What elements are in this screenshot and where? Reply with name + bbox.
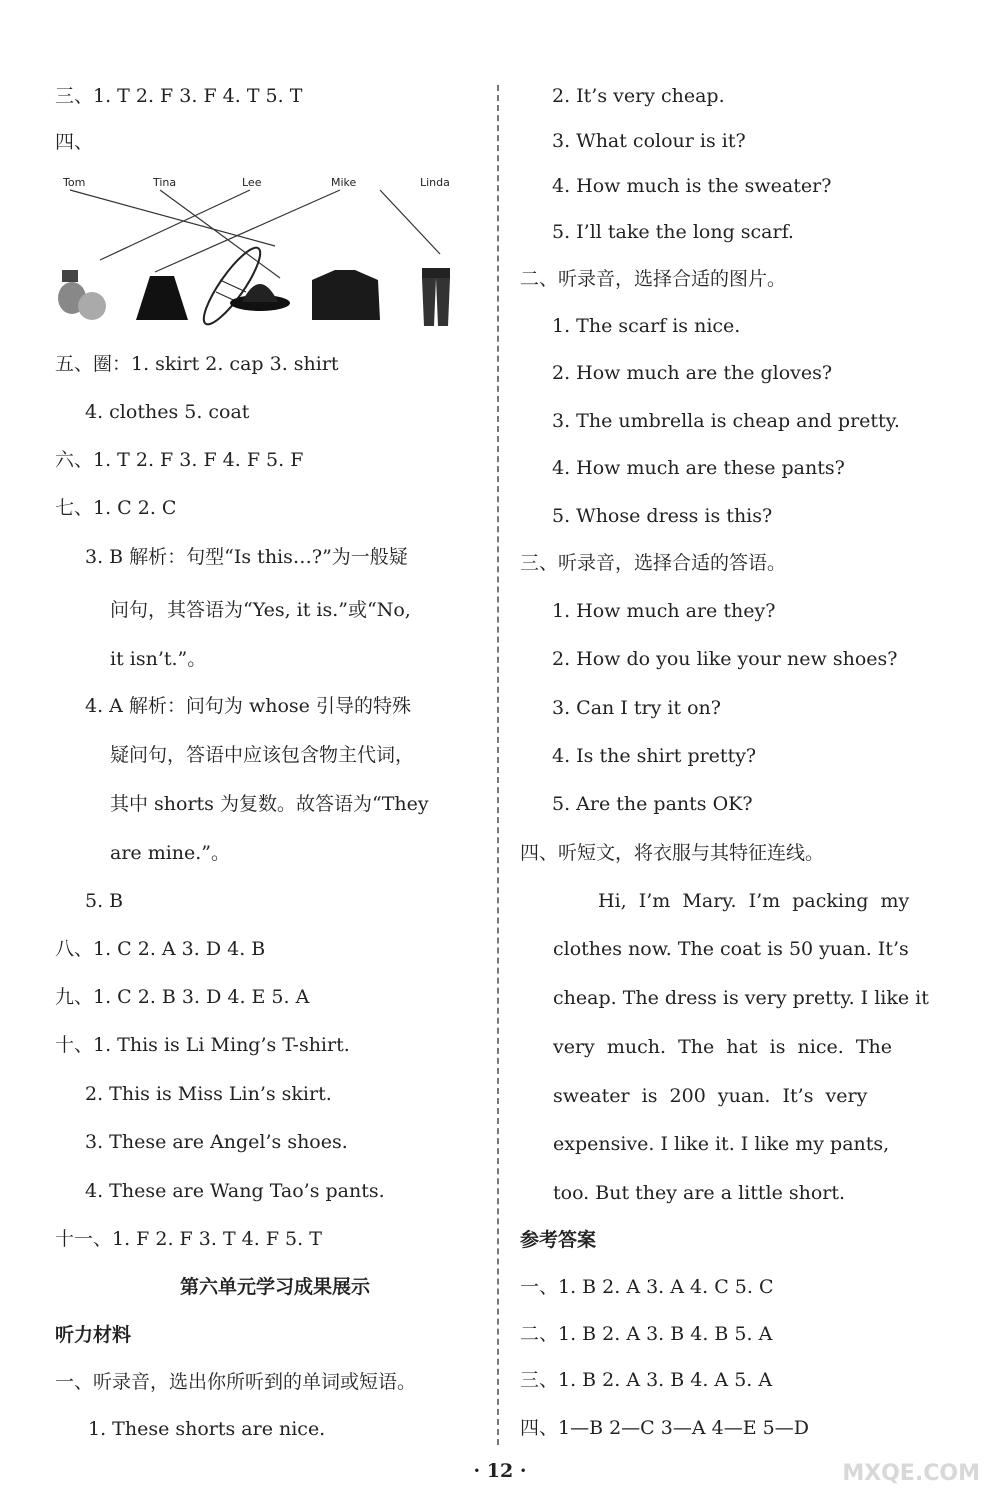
answer-row-2: 二、1. B 2. A 3. B 4. B 5. A [520, 1323, 773, 1345]
passage-line: sweater is 200 yuan. It’s very [553, 1085, 868, 1107]
answer-q8: 八、1. C 2. A 3. D 4. B [55, 938, 266, 960]
name-mike: Mike [331, 176, 357, 189]
section-3-item-1: 1. How much are they? [552, 600, 776, 622]
section-2-item-1: 1. The scarf is nice. [552, 315, 741, 337]
section-2-item-3: 3. The umbrella is cheap and pretty. [552, 410, 900, 432]
listening-1-item-3: 3. What colour is it? [552, 130, 746, 152]
answer-q10-2: 2. This is Miss Lin’s skirt. [85, 1083, 332, 1105]
section-2-item-5: 5. Whose dress is this? [552, 505, 773, 527]
answer-q7-3c: it isn’t.”。 [110, 648, 207, 670]
hat-picture [230, 284, 290, 311]
watermark: MXQE.COM [842, 1461, 980, 1486]
passage-line: clothes now. The coat is 50 yuan. It’s [553, 938, 909, 960]
section-1-heading: 一、听录音，选出你所听到的单词或短语。 [55, 1371, 417, 1393]
section-3-item-4: 4. Is the shirt pretty? [552, 745, 757, 767]
answer-q7-5: 5. B [85, 890, 124, 912]
shoes-picture [58, 270, 106, 320]
answer-q10-4: 4. These are Wang Tao’s pants. [85, 1180, 385, 1202]
answer-q7: 七、1. C 2. C [55, 497, 177, 519]
answer-row-1: 一、1. B 2. A 3. A 4. C 5. C [520, 1276, 774, 1298]
page-number: · 12 · [473, 1460, 527, 1482]
answer-q7-4b: 疑问句，答语中应该包含物主代词， [110, 744, 415, 766]
unit-title: 第六单元学习成果展示 [179, 1276, 370, 1298]
skirt-picture [136, 276, 188, 320]
listening-1-item-5: 5. I’ll take the long scarf. [552, 221, 794, 243]
match-line [380, 190, 440, 254]
answer-q5-b: 4. clothes 5. coat [85, 401, 250, 423]
listening-1-item-2: 2. It’s very cheap. [552, 85, 725, 107]
section-2-item-2: 2. How much are the gloves? [552, 362, 833, 384]
match-line [155, 190, 340, 272]
name-tom: Tom [63, 176, 86, 189]
listening-heading: 听力材料 [55, 1324, 132, 1346]
passage-line: expensive. I like it. I like my pants, [553, 1133, 890, 1155]
answer-q9: 九、1. C 2. B 3. D 4. E 5. A [55, 986, 310, 1008]
answer-q7-4d: are mine.”。 [110, 842, 231, 864]
section-2-item-4: 4. How much are these pants? [552, 457, 845, 479]
answer-row-4: 四、1—B 2—C 3—A 4—E 5—D [520, 1417, 809, 1439]
passage-line: very much. The hat is nice. The [553, 1036, 893, 1058]
section-4-heading: 四、听短文，将衣服与其特征连线。 [520, 842, 825, 864]
answer-q5-a: 五、圈：1. skirt 2. cap 3. shirt [55, 353, 339, 375]
section-1-item-1: 1. These shorts are nice. [88, 1418, 326, 1440]
name-tina: Tina [153, 176, 177, 189]
section-3-heading: 三、听录音，选择合适的答语。 [520, 552, 787, 574]
answer-row-3: 三、1. B 2. A 3. B 4. A 5. A [520, 1369, 773, 1391]
answer-q10-3: 3. These are Angel’s shoes. [85, 1131, 348, 1153]
listening-1-item-4: 4. How much is the sweater? [552, 175, 832, 197]
answer-q4-label: 四、 [55, 131, 94, 153]
pants-picture [422, 268, 450, 326]
answer-q11: 十一、1. F 2. F 3. T 4. F 5. T [55, 1228, 322, 1250]
section-2-heading: 二、听录音，选择合适的图片。 [520, 268, 787, 290]
passage-line: Hi, I’m Mary. I’m packing my [598, 890, 910, 912]
section-3-item-2: 2. How do you like your new shoes? [552, 648, 898, 670]
answer-q7-3a: 3. B 解析：句型“Is this…?”为一般疑 [85, 546, 408, 568]
answer-q7-4c: 其中 shorts 为复数。故答语为“They [110, 793, 429, 815]
coat-picture [312, 270, 380, 320]
column-divider [497, 85, 499, 1445]
match-line [160, 190, 280, 278]
name-lee: Lee [242, 176, 262, 189]
match-line [70, 190, 275, 246]
answer-q3: 三、1. T 2. F 3. F 4. T 5. T [55, 85, 303, 107]
section-3-item-3: 3. Can I try it on? [552, 697, 721, 719]
section-3-item-5: 5. Are the pants OK? [552, 793, 753, 815]
passage-line: too. But they are a little short. [553, 1182, 846, 1204]
answer-q7-3b: 问句，其答语为“Yes, it is.”或“No, [110, 599, 411, 621]
name-linda: Linda [420, 176, 450, 189]
answers-heading: 参考答案 [520, 1229, 597, 1251]
passage-line: cheap. The dress is very pretty. I like it [553, 987, 929, 1009]
answer-q7-4a: 4. A 解析：问句为 whose 引导的特殊 [85, 695, 411, 717]
answer-q6: 六、1. T 2. F 3. F 4. F 5. F [55, 449, 304, 471]
clothes-matching-drawing [50, 188, 470, 338]
answer-q10-1: 十、1. This is Li Ming’s T-shirt. [55, 1034, 350, 1056]
